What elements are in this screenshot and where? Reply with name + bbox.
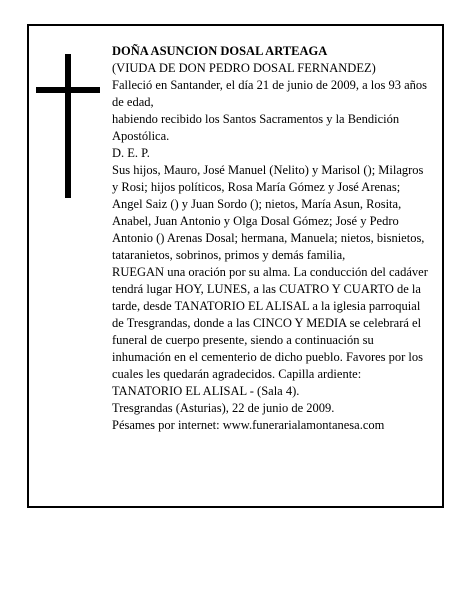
condolences-line: Pésames por internet: www.funerarialamontanesa.com xyxy=(112,418,385,432)
place-date-line: Tresgrandas (Asturias), 22 de junio de 2009. xyxy=(112,401,335,415)
cross-icon xyxy=(36,54,100,198)
sacraments-line: habiendo recibido los Santos Sacramentos y la Bendición Apostólica. xyxy=(112,112,400,143)
cross-vertical-bar xyxy=(65,54,71,198)
family-list: Sus hijos, Mauro, José Manuel (Nelito) y Marisol (); Milagros y Rosi; hijos políticos, Rosa María Gómez y José Arenas; Angel Saiz () y Juan Sordo (); nietos, María Asun, Rosita, Anabel, Juan Antonio y Olga Dosal Gómez; José y Pedro Antonio () Arenas Dosal; hermana, Manuela; nietos, bisnietos, tataranietos, sobrinos, primos y demás familia, xyxy=(112,163,425,262)
funeral-request: RUEGAN una oración por su alma. La conducción del cadáver tendrá lugar HOY, LUNES, a las CUATRO Y CUARTO de la tarde, desde TANATORIO EL ALISAL a la iglesia parroquial de Tresgrandas, donde a las CINCO Y MEDIA se celebrará el funeral de cuerpo presente, siendo a continuación su inhumación en el cementerio de dicho pueblo. Favores por los cuales les quedarán agradecidos. Capilla ardiente: TANATORIO EL ALISAL - (Sala 4). xyxy=(112,265,428,398)
deceased-name: DOÑA ASUNCION DOSAL ARTEAGA xyxy=(112,44,328,58)
death-details: Falleció en Santander, el día 21 de junio de 2009, a los 93 años de edad, xyxy=(112,78,428,109)
rip-line: D. E. P. xyxy=(112,146,150,160)
cross-horizontal-bar xyxy=(36,87,100,93)
notice-body xyxy=(112,43,428,434)
widow-of-line: (VIUDA DE DON PEDRO DOSAL FERNANDEZ) xyxy=(112,61,376,75)
